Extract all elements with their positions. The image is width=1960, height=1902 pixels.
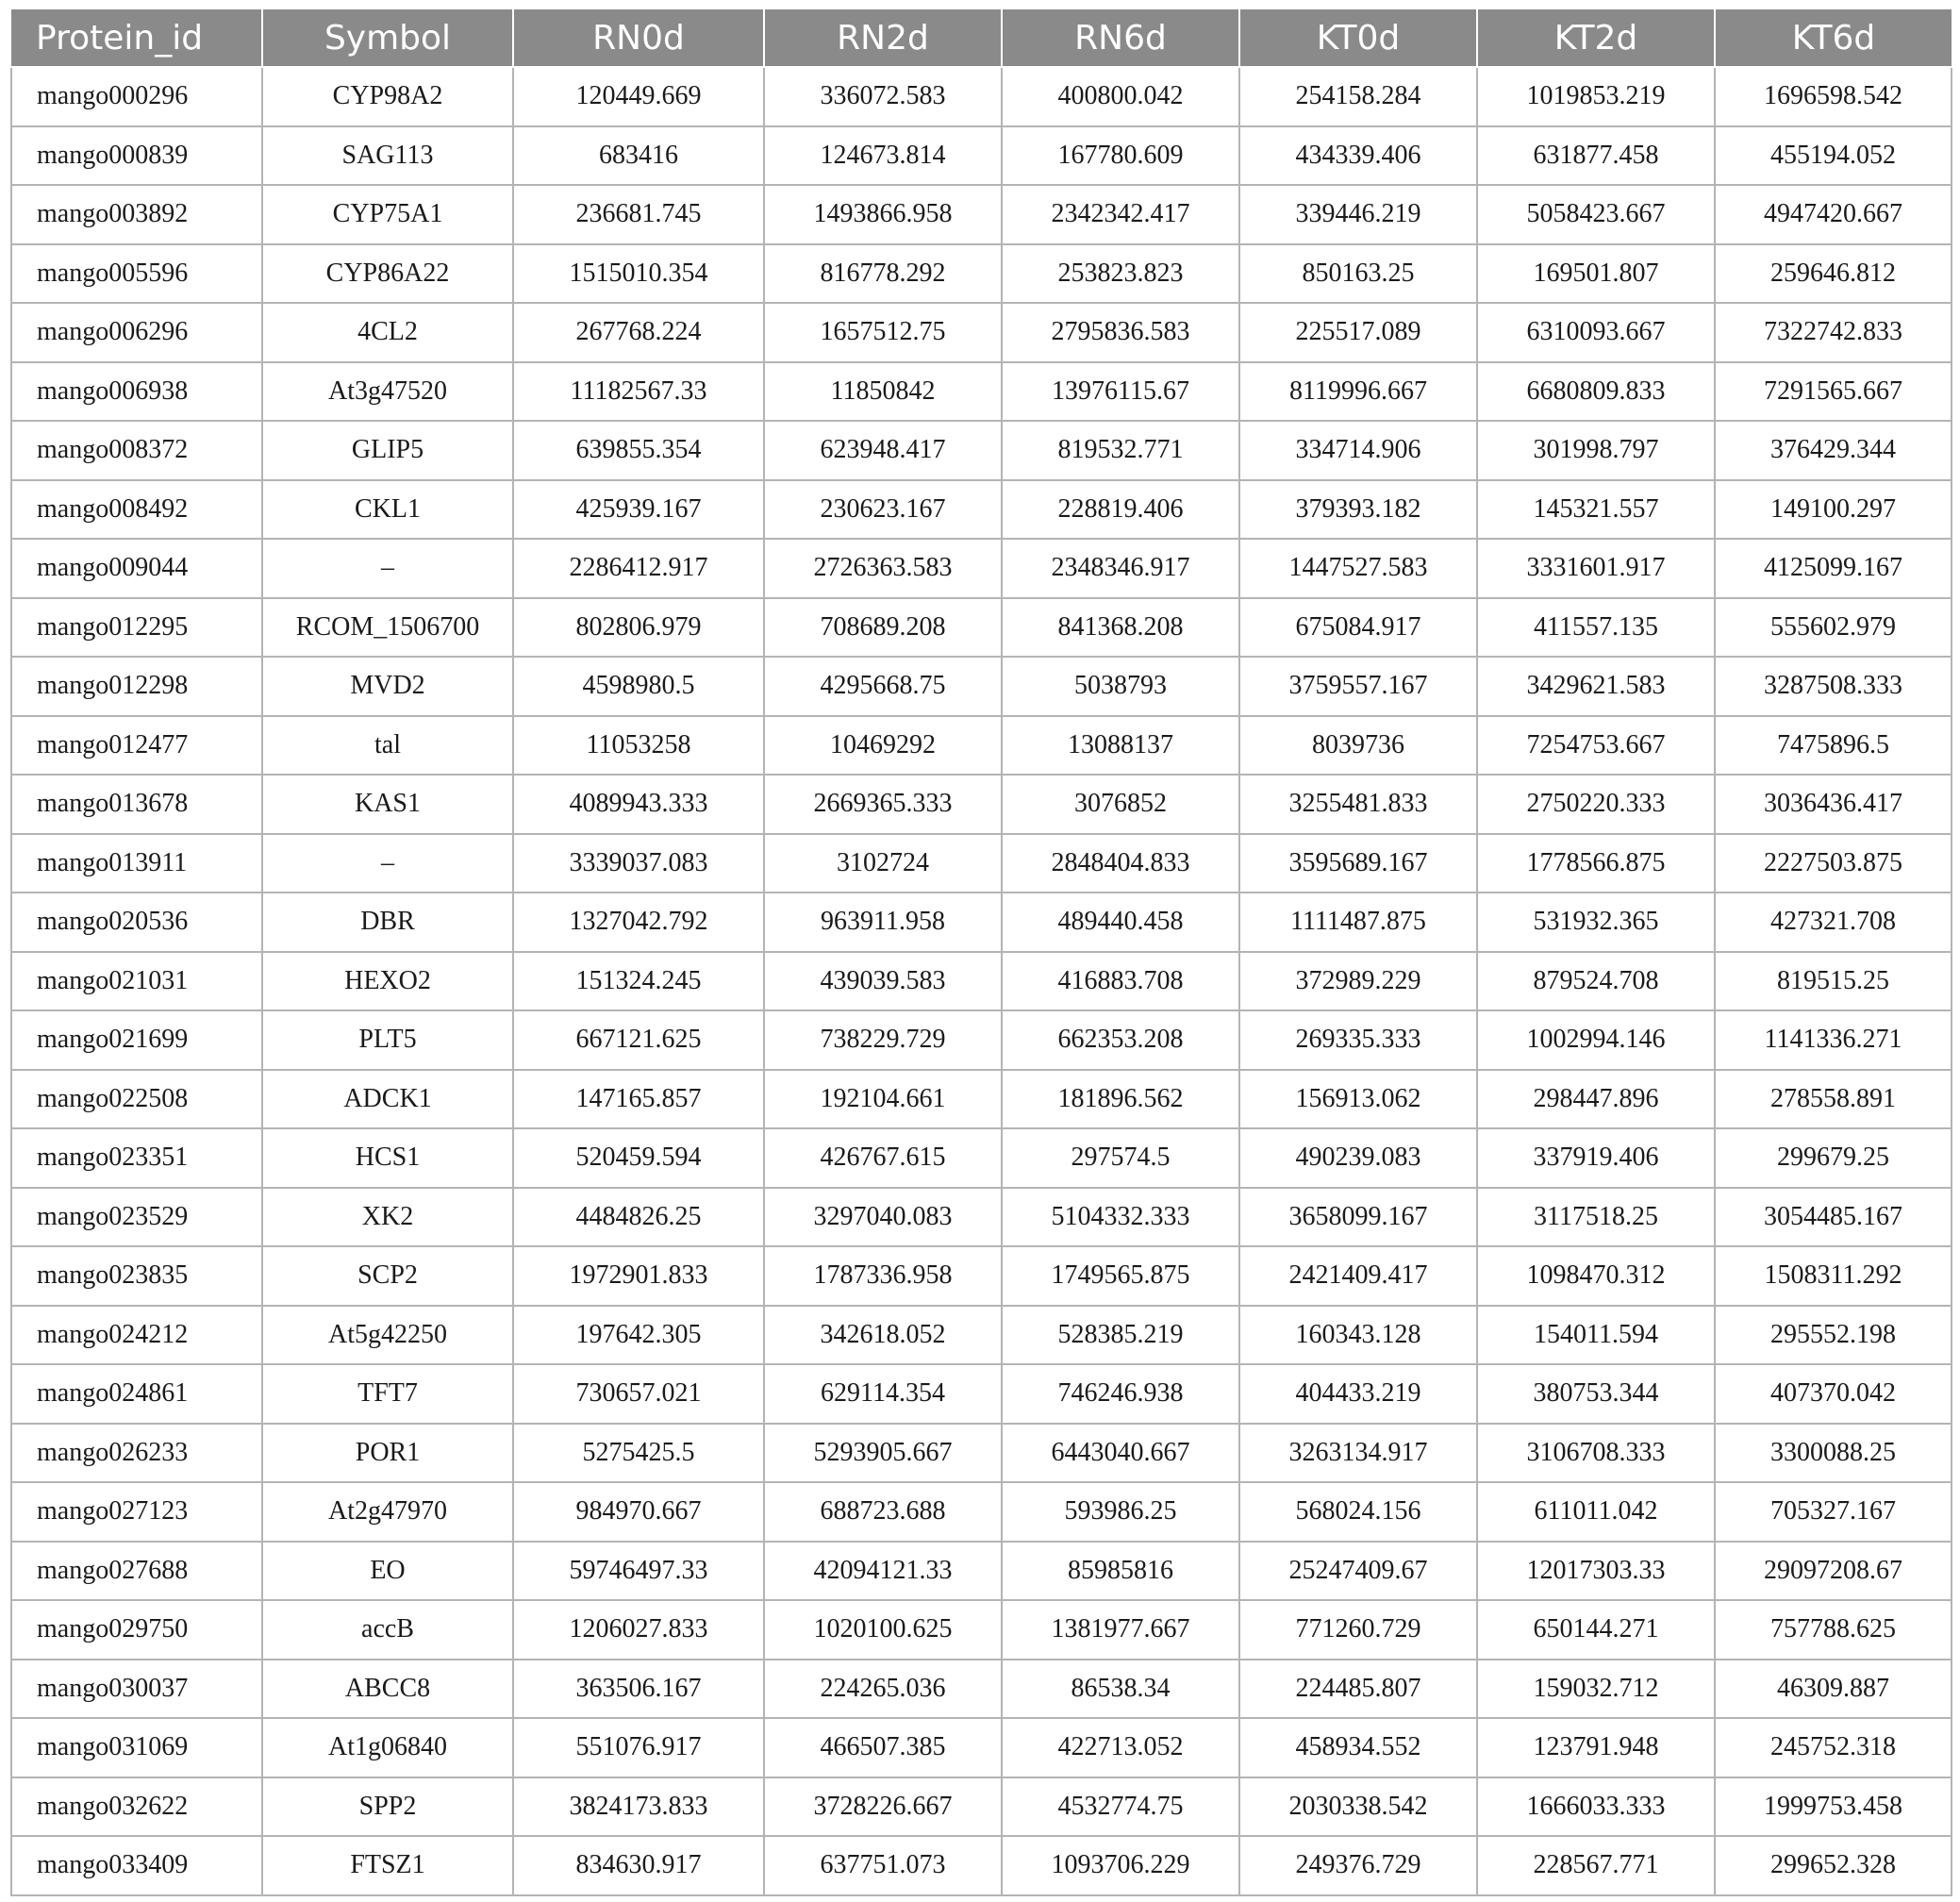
protein-id-cell: mango026233 [11, 1424, 262, 1483]
rn0d-cell: 2286412.917 [513, 539, 764, 598]
rn2d-cell: 708689.208 [764, 598, 1002, 658]
symbol-cell: At3g47520 [262, 362, 513, 422]
table-row [11, 1246, 1952, 1306]
rn2d-cell: 124673.814 [764, 126, 1002, 186]
kt2d-cell: 611011.042 [1477, 1482, 1715, 1542]
rn6d-cell: 489440.458 [1002, 893, 1239, 952]
rn6d-cell: 228819.406 [1002, 480, 1239, 540]
rn6d-cell: 5038793 [1002, 657, 1239, 716]
kt2d-cell: 1098470.312 [1477, 1246, 1715, 1306]
rn2d-cell: 342618.052 [764, 1306, 1002, 1365]
kt0d-cell: 3255481.833 [1239, 775, 1477, 834]
protein-id-cell: mango029750 [11, 1600, 262, 1660]
kt2d-cell: 3429621.583 [1477, 657, 1715, 716]
kt0d-cell: 3759557.167 [1239, 657, 1477, 716]
kt2d-cell: 6310093.667 [1477, 303, 1715, 362]
symbol-cell: KAS1 [262, 775, 513, 834]
rn0d-cell: 425939.167 [513, 480, 764, 540]
kt6d-cell: 149100.297 [1715, 480, 1952, 540]
rn0d-cell: 683416 [513, 126, 764, 186]
kt6d-cell: 7291565.667 [1715, 362, 1952, 422]
rn0d-cell: 1972901.833 [513, 1246, 764, 1306]
symbol-cell: tal [262, 716, 513, 776]
rn0d-cell: 639855.354 [513, 421, 764, 480]
protein-id-cell: mango005596 [11, 244, 262, 304]
kt0d-cell: 3263134.917 [1239, 1424, 1477, 1483]
kt0d-cell: 490239.083 [1239, 1128, 1477, 1188]
kt2d-cell: 7254753.667 [1477, 716, 1715, 776]
rn0d-cell: 151324.245 [513, 952, 764, 1011]
rn0d-cell: 3339037.083 [513, 834, 764, 893]
rn6d-cell: 167780.609 [1002, 126, 1239, 186]
rn6d-cell: 2348346.917 [1002, 539, 1239, 598]
kt6d-cell: 245752.318 [1715, 1718, 1952, 1777]
kt0d-cell: 379393.182 [1239, 480, 1477, 540]
rn0d-cell: 3824173.833 [513, 1777, 764, 1837]
kt0d-cell: 254158.284 [1239, 67, 1477, 126]
symbol-cell: At5g42250 [262, 1306, 513, 1365]
kt0d-cell: 25247409.67 [1239, 1542, 1477, 1601]
kt6d-cell: 1508311.292 [1715, 1246, 1952, 1306]
rn0d-cell: 59746497.33 [513, 1542, 764, 1601]
kt2d-cell: 6680809.833 [1477, 362, 1715, 422]
rn0d-cell: 1327042.792 [513, 893, 764, 952]
rn2d-cell: 1020100.625 [764, 1600, 1002, 1660]
rn6d-cell: 3076852 [1002, 775, 1239, 834]
symbol-cell: PLT5 [262, 1010, 513, 1070]
rn6d-cell: 1093706.229 [1002, 1836, 1239, 1895]
rn0d-cell: 667121.625 [513, 1010, 764, 1070]
rn0d-cell: 197642.305 [513, 1306, 764, 1365]
symbol-cell: ADCK1 [262, 1070, 513, 1129]
rn6d-cell: 181896.562 [1002, 1070, 1239, 1129]
kt2d-cell: 3117518.25 [1477, 1188, 1715, 1247]
rn6d-cell: 2342342.417 [1002, 185, 1239, 244]
symbol-cell: – [262, 539, 513, 598]
protein-id-cell: mango027123 [11, 1482, 262, 1542]
table-row [11, 126, 1952, 186]
table-row [11, 1600, 1952, 1660]
table-row [11, 1306, 1952, 1365]
rn6d-cell: 13088137 [1002, 716, 1239, 776]
kt2d-cell: 154011.594 [1477, 1306, 1715, 1365]
kt6d-cell: 1999753.458 [1715, 1777, 1952, 1837]
header-rn2d: RN2d [764, 9, 1002, 67]
protein-id-cell: mango023529 [11, 1188, 262, 1247]
kt0d-cell: 404433.219 [1239, 1364, 1477, 1424]
kt2d-cell: 159032.712 [1477, 1660, 1715, 1719]
kt0d-cell: 434339.406 [1239, 126, 1477, 186]
kt6d-cell: 819515.25 [1715, 952, 1952, 1011]
table-row [11, 1424, 1952, 1483]
kt6d-cell: 2227503.875 [1715, 834, 1952, 893]
symbol-cell: SCP2 [262, 1246, 513, 1306]
header-rn6d: RN6d [1002, 9, 1239, 67]
symbol-cell: MVD2 [262, 657, 513, 716]
rn2d-cell: 5293905.667 [764, 1424, 1002, 1483]
protein-expression-table [10, 9, 1952, 1896]
symbol-cell: – [262, 834, 513, 893]
rn0d-cell: 730657.021 [513, 1364, 764, 1424]
rn6d-cell: 2848404.833 [1002, 834, 1239, 893]
rn0d-cell: 120449.669 [513, 67, 764, 126]
rn2d-cell: 11850842 [764, 362, 1002, 422]
rn6d-cell: 253823.823 [1002, 244, 1239, 304]
kt0d-cell: 568024.156 [1239, 1482, 1477, 1542]
rn2d-cell: 963911.958 [764, 893, 1002, 952]
kt6d-cell: 3287508.333 [1715, 657, 1952, 716]
protein-id-cell: mango013678 [11, 775, 262, 834]
table-row [11, 480, 1952, 540]
kt0d-cell: 458934.552 [1239, 1718, 1477, 1777]
rn6d-cell: 841368.208 [1002, 598, 1239, 658]
rn0d-cell: 551076.917 [513, 1718, 764, 1777]
kt2d-cell: 531932.365 [1477, 893, 1715, 952]
kt0d-cell: 2030338.542 [1239, 1777, 1477, 1837]
table-row [11, 952, 1952, 1011]
rn2d-cell: 3297040.083 [764, 1188, 1002, 1247]
table-row [11, 775, 1952, 834]
kt6d-cell: 1141336.271 [1715, 1010, 1952, 1070]
rn2d-cell: 738229.729 [764, 1010, 1002, 1070]
symbol-cell: EO [262, 1542, 513, 1601]
rn0d-cell: 1515010.354 [513, 244, 764, 304]
kt0d-cell: 8119996.667 [1239, 362, 1477, 422]
protein-id-cell: mango012298 [11, 657, 262, 716]
kt0d-cell: 372989.229 [1239, 952, 1477, 1011]
kt6d-cell: 29097208.67 [1715, 1542, 1952, 1601]
kt6d-cell: 427321.708 [1715, 893, 1952, 952]
kt6d-cell: 4947420.667 [1715, 185, 1952, 244]
kt0d-cell: 334714.906 [1239, 421, 1477, 480]
table-row [11, 1836, 1952, 1895]
kt6d-cell: 299679.25 [1715, 1128, 1952, 1188]
table-row [11, 1660, 1952, 1719]
rn6d-cell: 416883.708 [1002, 952, 1239, 1011]
rn6d-cell: 746246.938 [1002, 1364, 1239, 1424]
rn2d-cell: 623948.417 [764, 421, 1002, 480]
rn6d-cell: 1749565.875 [1002, 1246, 1239, 1306]
protein-id-cell: mango020536 [11, 893, 262, 952]
table-row [11, 362, 1952, 422]
table-row [11, 1718, 1952, 1777]
symbol-cell: DBR [262, 893, 513, 952]
header-rn0d: RN0d [513, 9, 764, 67]
rn2d-cell: 1657512.75 [764, 303, 1002, 362]
symbol-cell: SAG113 [262, 126, 513, 186]
rn0d-cell: 5275425.5 [513, 1424, 764, 1483]
rn6d-cell: 86538.34 [1002, 1660, 1239, 1719]
protein-id-cell: mango023351 [11, 1128, 262, 1188]
protein-id-cell: mango021031 [11, 952, 262, 1011]
table-row [11, 1777, 1952, 1837]
header-kt6d: KT6d [1715, 9, 1952, 67]
header-row [11, 9, 1952, 67]
rn0d-cell: 4089943.333 [513, 775, 764, 834]
table-row [11, 716, 1952, 776]
rn6d-cell: 4532774.75 [1002, 1777, 1239, 1837]
rn0d-cell: 520459.594 [513, 1128, 764, 1188]
rn6d-cell: 819532.771 [1002, 421, 1239, 480]
rn0d-cell: 4598980.5 [513, 657, 764, 716]
kt2d-cell: 1666033.333 [1477, 1777, 1715, 1837]
rn2d-cell: 2726363.583 [764, 539, 1002, 598]
kt2d-cell: 879524.708 [1477, 952, 1715, 1011]
rn0d-cell: 802806.979 [513, 598, 764, 658]
kt0d-cell: 249376.729 [1239, 1836, 1477, 1895]
symbol-cell: ABCC8 [262, 1660, 513, 1719]
rn2d-cell: 426767.615 [764, 1128, 1002, 1188]
protein-id-cell: mango013911 [11, 834, 262, 893]
kt0d-cell: 156913.062 [1239, 1070, 1477, 1129]
symbol-cell: SPP2 [262, 1777, 513, 1837]
rn2d-cell: 688723.688 [764, 1482, 1002, 1542]
table-header [11, 9, 1952, 67]
protein-id-cell: mango006938 [11, 362, 262, 422]
table-row [11, 1128, 1952, 1188]
symbol-cell: POR1 [262, 1424, 513, 1483]
protein-id-cell: mango027688 [11, 1542, 262, 1601]
kt0d-cell: 675084.917 [1239, 598, 1477, 658]
rn0d-cell: 984970.667 [513, 1482, 764, 1542]
rn2d-cell: 2669365.333 [764, 775, 1002, 834]
table-row [11, 893, 1952, 952]
header-symbol: Symbol [262, 9, 513, 67]
protein-id-cell: mango009044 [11, 539, 262, 598]
rn2d-cell: 629114.354 [764, 1364, 1002, 1424]
rn2d-cell: 816778.292 [764, 244, 1002, 304]
protein-id-cell: mango023835 [11, 1246, 262, 1306]
kt0d-cell: 160343.128 [1239, 1306, 1477, 1365]
rn2d-cell: 192104.661 [764, 1070, 1002, 1129]
header-kt2d: KT2d [1477, 9, 1715, 67]
kt6d-cell: 7322742.833 [1715, 303, 1952, 362]
table-row [11, 421, 1952, 480]
kt2d-cell: 145321.557 [1477, 480, 1715, 540]
rn2d-cell: 10469292 [764, 716, 1002, 776]
kt2d-cell: 123791.948 [1477, 1718, 1715, 1777]
rn6d-cell: 85985816 [1002, 1542, 1239, 1601]
symbol-cell: RCOM_1506700 [262, 598, 513, 658]
kt6d-cell: 46309.887 [1715, 1660, 1952, 1719]
protein-id-cell: mango032622 [11, 1777, 262, 1837]
symbol-cell: FTSZ1 [262, 1836, 513, 1895]
table-row [11, 834, 1952, 893]
rn6d-cell: 297574.5 [1002, 1128, 1239, 1188]
table-row [11, 244, 1952, 304]
rn2d-cell: 230623.167 [764, 480, 1002, 540]
kt6d-cell: 3054485.167 [1715, 1188, 1952, 1247]
kt0d-cell: 339446.219 [1239, 185, 1477, 244]
rn0d-cell: 363506.167 [513, 1660, 764, 1719]
kt2d-cell: 228567.771 [1477, 1836, 1715, 1895]
rn6d-cell: 6443040.667 [1002, 1424, 1239, 1483]
table-row [11, 67, 1952, 126]
kt2d-cell: 411557.135 [1477, 598, 1715, 658]
symbol-cell: CYP86A22 [262, 244, 513, 304]
kt2d-cell: 1019853.219 [1477, 67, 1715, 126]
symbol-cell: 4CL2 [262, 303, 513, 362]
kt6d-cell: 407370.042 [1715, 1364, 1952, 1424]
protein-id-cell: mango008372 [11, 421, 262, 480]
kt6d-cell: 7475896.5 [1715, 716, 1952, 776]
protein-id-cell: mango033409 [11, 1836, 262, 1895]
kt2d-cell: 1778566.875 [1477, 834, 1715, 893]
rn2d-cell: 466507.385 [764, 1718, 1002, 1777]
kt0d-cell: 771260.729 [1239, 1600, 1477, 1660]
protein-id-cell: mango022508 [11, 1070, 262, 1129]
symbol-cell: accB [262, 1600, 513, 1660]
kt2d-cell: 169501.807 [1477, 244, 1715, 304]
protein-id-cell: mango031069 [11, 1718, 262, 1777]
kt0d-cell: 3595689.167 [1239, 834, 1477, 893]
table-row [11, 657, 1952, 716]
kt0d-cell: 1111487.875 [1239, 893, 1477, 952]
kt0d-cell: 3658099.167 [1239, 1188, 1477, 1247]
rn6d-cell: 5104332.333 [1002, 1188, 1239, 1247]
kt6d-cell: 1696598.542 [1715, 67, 1952, 126]
table-row [11, 185, 1952, 244]
table-row [11, 1188, 1952, 1247]
rn6d-cell: 662353.208 [1002, 1010, 1239, 1070]
rn2d-cell: 3728226.667 [764, 1777, 1002, 1837]
rn6d-cell: 400800.042 [1002, 67, 1239, 126]
rn0d-cell: 11182567.33 [513, 362, 764, 422]
kt2d-cell: 2750220.333 [1477, 775, 1715, 834]
kt6d-cell: 4125099.167 [1715, 539, 1952, 598]
rn0d-cell: 267768.224 [513, 303, 764, 362]
kt2d-cell: 301998.797 [1477, 421, 1715, 480]
rn0d-cell: 147165.857 [513, 1070, 764, 1129]
kt6d-cell: 705327.167 [1715, 1482, 1952, 1542]
rn2d-cell: 42094121.33 [764, 1542, 1002, 1601]
kt0d-cell: 224485.807 [1239, 1660, 1477, 1719]
kt0d-cell: 2421409.417 [1239, 1246, 1477, 1306]
kt6d-cell: 3036436.417 [1715, 775, 1952, 834]
rn2d-cell: 224265.036 [764, 1660, 1002, 1719]
rn2d-cell: 4295668.75 [764, 657, 1002, 716]
protein-id-cell: mango012295 [11, 598, 262, 658]
table-body [11, 67, 1952, 1895]
protein-id-cell: mango006296 [11, 303, 262, 362]
protein-id-cell: mango021699 [11, 1010, 262, 1070]
symbol-cell: CYP98A2 [262, 67, 513, 126]
header-kt0d: KT0d [1239, 9, 1477, 67]
header-protein-id: Protein_id [11, 9, 262, 67]
table-row [11, 1482, 1952, 1542]
table-row [11, 1010, 1952, 1070]
kt2d-cell: 631877.458 [1477, 126, 1715, 186]
kt2d-cell: 298447.896 [1477, 1070, 1715, 1129]
rn6d-cell: 1381977.667 [1002, 1600, 1239, 1660]
protein-id-cell: mango008492 [11, 480, 262, 540]
symbol-cell: HEXO2 [262, 952, 513, 1011]
table-row [11, 598, 1952, 658]
rn6d-cell: 2795836.583 [1002, 303, 1239, 362]
kt2d-cell: 5058423.667 [1477, 185, 1715, 244]
rn0d-cell: 11053258 [513, 716, 764, 776]
table-row [11, 1542, 1952, 1601]
kt2d-cell: 650144.271 [1477, 1600, 1715, 1660]
rn6d-cell: 528385.219 [1002, 1306, 1239, 1365]
kt6d-cell: 278558.891 [1715, 1070, 1952, 1129]
rn0d-cell: 834630.917 [513, 1836, 764, 1895]
rn2d-cell: 3102724 [764, 834, 1002, 893]
table-row [11, 1070, 1952, 1129]
table-row [11, 539, 1952, 598]
protein-id-cell: mango024861 [11, 1364, 262, 1424]
symbol-cell: At2g47970 [262, 1482, 513, 1542]
kt2d-cell: 380753.344 [1477, 1364, 1715, 1424]
protein-id-cell: mango024212 [11, 1306, 262, 1365]
symbol-cell: At1g06840 [262, 1718, 513, 1777]
kt6d-cell: 555602.979 [1715, 598, 1952, 658]
rn2d-cell: 336072.583 [764, 67, 1002, 126]
kt2d-cell: 3106708.333 [1477, 1424, 1715, 1483]
protein-id-cell: mango003892 [11, 185, 262, 244]
symbol-cell: XK2 [262, 1188, 513, 1247]
rn0d-cell: 236681.745 [513, 185, 764, 244]
protein-id-cell: mango000839 [11, 126, 262, 186]
protein-id-cell: mango000296 [11, 67, 262, 126]
rn0d-cell: 4484826.25 [513, 1188, 764, 1247]
kt6d-cell: 259646.812 [1715, 244, 1952, 304]
kt2d-cell: 1002994.146 [1477, 1010, 1715, 1070]
rn2d-cell: 1787336.958 [764, 1246, 1002, 1306]
kt0d-cell: 850163.25 [1239, 244, 1477, 304]
protein-id-cell: mango012477 [11, 716, 262, 776]
symbol-cell: GLIP5 [262, 421, 513, 480]
symbol-cell: HCS1 [262, 1128, 513, 1188]
rn6d-cell: 422713.052 [1002, 1718, 1239, 1777]
rn2d-cell: 1493866.958 [764, 185, 1002, 244]
kt0d-cell: 225517.089 [1239, 303, 1477, 362]
symbol-cell: CYP75A1 [262, 185, 513, 244]
table-row [11, 1364, 1952, 1424]
kt6d-cell: 757788.625 [1715, 1600, 1952, 1660]
rn2d-cell: 637751.073 [764, 1836, 1002, 1895]
rn6d-cell: 593986.25 [1002, 1482, 1239, 1542]
rn6d-cell: 13976115.67 [1002, 362, 1239, 422]
kt6d-cell: 455194.052 [1715, 126, 1952, 186]
rn2d-cell: 439039.583 [764, 952, 1002, 1011]
symbol-cell: CKL1 [262, 480, 513, 540]
kt0d-cell: 1447527.583 [1239, 539, 1477, 598]
data-table-container [10, 9, 1951, 1896]
kt6d-cell: 295552.198 [1715, 1306, 1952, 1365]
rn0d-cell: 1206027.833 [513, 1600, 764, 1660]
kt6d-cell: 299652.328 [1715, 1836, 1952, 1895]
kt6d-cell: 3300088.25 [1715, 1424, 1952, 1483]
kt0d-cell: 269335.333 [1239, 1010, 1477, 1070]
table-row [11, 303, 1952, 362]
kt2d-cell: 3331601.917 [1477, 539, 1715, 598]
protein-id-cell: mango030037 [11, 1660, 262, 1719]
kt2d-cell: 337919.406 [1477, 1128, 1715, 1188]
kt2d-cell: 12017303.33 [1477, 1542, 1715, 1601]
symbol-cell: TFT7 [262, 1364, 513, 1424]
kt0d-cell: 8039736 [1239, 716, 1477, 776]
kt6d-cell: 376429.344 [1715, 421, 1952, 480]
